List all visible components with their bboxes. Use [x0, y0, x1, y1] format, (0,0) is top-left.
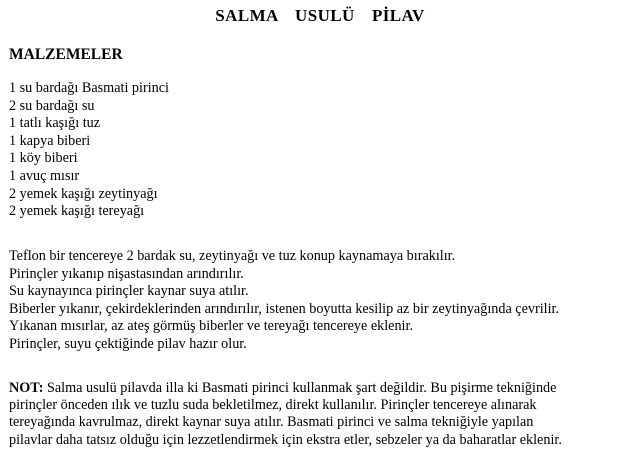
note-line: tereyağında kavrulmaz, direkt kaynar suya atılır. Basmati pirinci ve salma tekniğiyle yapılan [9, 414, 534, 431]
ingredient-item: 2 su bardağı su [9, 97, 95, 114]
note-line: pilavlar daha tatsız olduğu için lezzetlendirmek için ekstra etler, sebzeler ya da baharatlar eklenir. [9, 431, 562, 448]
ingredient-item: 1 tatlı kaşığı tuz [9, 115, 101, 132]
note-line: pirinçler önceden ılık ve tuzlu suda bekletilmez, direkt kullanılır. Pirinçler tencereye alınarak [9, 397, 537, 414]
ingredient-item: 2 yemek kaşığı tereyağı [9, 203, 145, 220]
ingredient-item: 1 avuç mısır [9, 167, 80, 184]
ingredient-item: 1 köy biberi [9, 150, 78, 167]
note-label: NOT: [9, 380, 44, 396]
ingredient-item: 2 yemek kaşığı zeytinyağı [9, 185, 158, 202]
instructions-list [9, 248, 559, 354]
note-paragraph [9, 380, 635, 449]
instruction-step: Pirinçler yıkanıp nişastasından arındırılır. [9, 265, 244, 282]
ingredient-item: 1 su bardağı Basmati pirinci [9, 80, 169, 96]
instruction-step: Su kaynayınca pirinçler kaynar suya atılır. [9, 283, 249, 300]
ingredient-item: 1 kapya biberi [9, 132, 91, 149]
note-line [9, 380, 635, 397]
recipe-title: SALMA USULÜ PİLAV [215, 6, 425, 25]
instruction-step: Teflon bir tencereye 2 bardak su, zeytinyağı ve tuz konup kaynamaya bırakılır. [9, 248, 456, 264]
instruction-step: Biberler yıkanır, çekirdeklerinden arındırılır, istenen boyutta kesilip az bir zeytinyağında çevrilir. [9, 300, 560, 317]
note-text: Salma usulü pilavda illa ki Basmati pirinci kullanmak şart değildir. Bu pişirme tekniğinde [43, 380, 557, 396]
instruction-step: Pirinçler, suyu çektiğinde pilav hazır olur. [9, 335, 247, 352]
instruction-step: Yıkanan mısırlar, az ateş görmüş biberler ve tereyağı tencereye eklenir. [9, 318, 413, 335]
ingredients-list [9, 80, 169, 221]
ingredients-heading: MALZEMELER [9, 46, 123, 63]
